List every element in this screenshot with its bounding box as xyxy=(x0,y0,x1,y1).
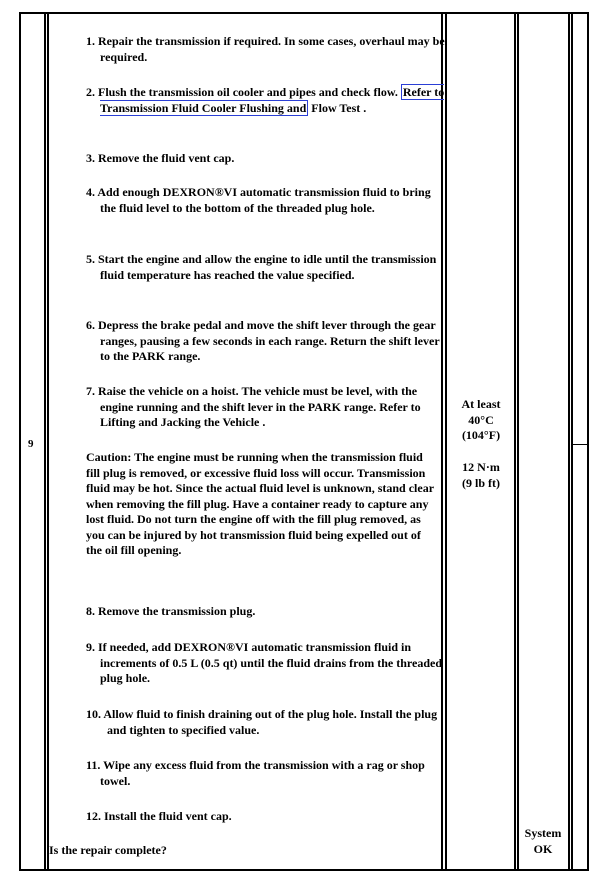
list-item: 1. Repair the transmission if required. In some cases, overhaul may be required. xyxy=(86,34,445,64)
list-item: 8. Remove the transmission plug. xyxy=(86,604,256,618)
yes-action: System OK xyxy=(524,826,562,856)
step-number: 9 xyxy=(28,438,34,450)
list-item: 12. Install the fluid vent cap. xyxy=(86,809,232,823)
list-item: 7. Raise the vehicle on a hoist. The vehicle must be level, with the engine running and the shift lever in the PARK range. Refer to Lifting and Jacking the Vehicle . xyxy=(86,384,421,429)
list-item: 9. If needed, add DEXRON®VI automatic transmission fluid in increments of 0.5 L (0.5 qt) until the fluid drains from the threaded plug hole. xyxy=(86,640,443,685)
column-divider xyxy=(47,12,49,871)
column-divider xyxy=(445,12,447,871)
list-item: 6. Depress the brake pedal and move the shift lever through the gear ranges, pausing a few seconds in each range. Return the shift lever to the PARK range. xyxy=(86,318,440,363)
column-divider xyxy=(517,12,519,871)
caution-note: Caution: The engine must be running when the transmission fluid fill plug is removed, or excessive fluid loss will occur. Transmission fluid may be hot. Since the actual fluid level is unknown, stand clear when removing the fill plug. Have a container ready to capture any lost fluid. Do not turn the engine off with the fill plug removed, as you can be injured by hot transmission fluid being expelled out of the oil fill opening. xyxy=(86,450,434,557)
list-item: 10. Allow fluid to finish draining out of the plug hole. Install the plug and tighten to specified value. xyxy=(86,707,438,737)
column-divider xyxy=(44,12,46,871)
column-divider xyxy=(568,12,570,871)
list-item: 3. Remove the fluid vent cap. xyxy=(86,151,235,165)
completion-question: Is the repair complete? xyxy=(49,843,167,857)
temperature-value: At least 40°C (104°F) xyxy=(461,397,501,442)
column-divider xyxy=(514,12,516,871)
column-divider xyxy=(441,12,443,871)
column-divider xyxy=(571,12,573,871)
torque-value: 12 N·m (9 lb ft) xyxy=(462,460,500,490)
list-item: 4. Add enough DEXRON®VI automatic transmission fluid to bring the fluid level to the bottom of the threaded plug hole. xyxy=(86,185,431,215)
list-item: 11. Wipe any excess fluid from the transmission with a rag or shop towel. xyxy=(86,758,425,788)
list-item: 2. Flush the transmission oil cooler and pipes and check flow. Refer to Transmission Fluid Cooler Flushing and Flow Test . xyxy=(86,85,445,115)
cooler-flushing-link[interactable]: Refer to Transmission Fluid Cooler Flushing and xyxy=(100,85,445,115)
row-divider xyxy=(571,444,587,445)
list-item: 5. Start the engine and allow the engine to idle until the transmission fluid temperature has reached the value specified. xyxy=(86,252,437,282)
